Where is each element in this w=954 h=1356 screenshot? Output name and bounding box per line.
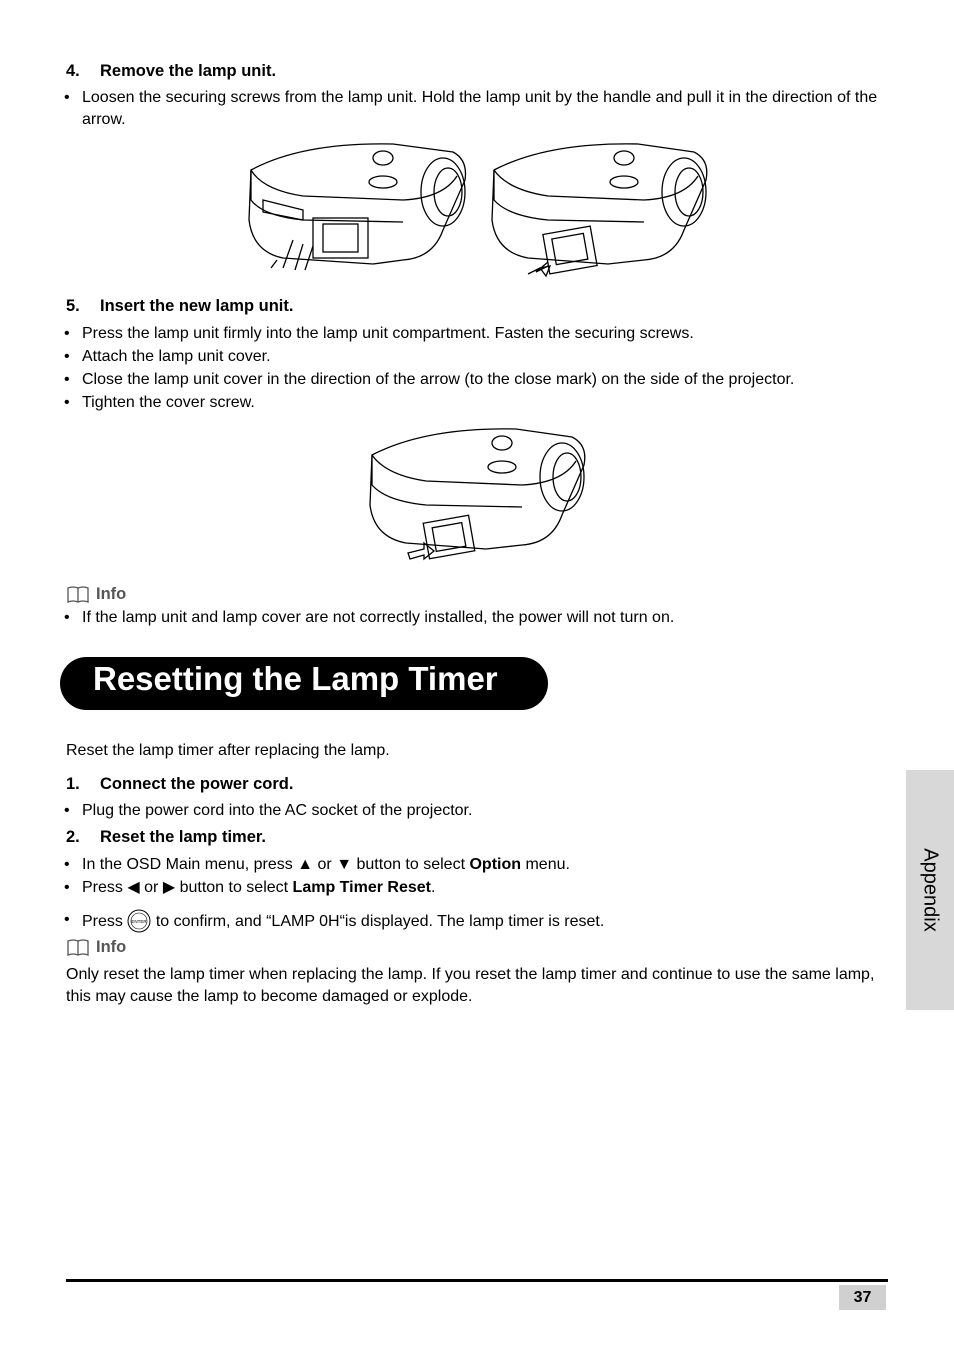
step-4-heading: 4. Remove the lamp unit. — [66, 62, 277, 80]
info-heading: Info — [66, 585, 126, 604]
step-4-bullet: • Loosen the securing screws from the lamp unit. Hold the lamp unit by the handle and pull it in the direction of the arrow. — [64, 89, 878, 128]
reset-step-2-bullet: • In the OSD Main menu, press ▲ or ▼ button to select Option menu. — [64, 854, 894, 876]
intro-text: Reset the lamp timer after replacing the lamp. — [66, 742, 390, 759]
info-text: Only reset the lamp timer when replacing the lamp. If you reset the lamp timer and continue to use the same lamp, this may cause the lamp to become damaged or explode. — [66, 966, 875, 1005]
projector-lamp-insert-illustration — [366, 425, 590, 565]
page-number: 37 — [839, 1285, 886, 1310]
book-icon — [66, 938, 90, 957]
step-5-bullet: • Press the lamp unit firmly into the lamp unit compartment. Fasten the securing screws. — [64, 323, 894, 345]
reset-step-2-bullet: • Press ◀ or ▶ button to select Lamp Timer Reset. — [64, 877, 894, 899]
bullet-dot: • — [64, 325, 70, 342]
bullet-dot: • — [64, 609, 70, 626]
step-5-heading: 5. Insert the new lamp unit. — [66, 297, 294, 315]
bullet-dot: • — [64, 89, 70, 106]
reset-step-2-heading: 2. Reset the lamp timer. — [66, 828, 266, 846]
up-arrow-icon: ▲ — [297, 856, 314, 873]
bullet-dot: • — [64, 371, 70, 388]
left-arrow-icon: ◀ — [127, 879, 140, 896]
bullet-dot: • — [64, 802, 70, 819]
step-5-bullet: • Attach the lamp unit cover. — [64, 346, 894, 368]
enter-button-icon — [127, 909, 151, 933]
reset-step-1-bullet: • Plug the power cord into the AC socket of the projector. — [64, 800, 894, 822]
info-bullet: • If the lamp unit and lamp cover are not correctly installed, the power will not turn on. — [64, 607, 894, 629]
bullet-dot: • — [64, 394, 70, 411]
bullet-dot: • — [64, 911, 70, 928]
bullet-dot: • — [64, 348, 70, 365]
step-5-bullet: • Close the lamp unit cover in the direction of the arrow (to the close mark) on the side of the projector. — [64, 369, 894, 391]
right-arrow-icon: ▶ — [162, 879, 176, 896]
reset-step-1-heading: 1. Connect the power cord. — [66, 775, 294, 793]
bullet-dot: • — [64, 856, 70, 873]
down-arrow-icon: ▼ — [336, 856, 353, 873]
book-icon — [66, 585, 90, 604]
svg-text:ENTER: ENTER — [131, 919, 147, 924]
bullet-dot: • — [64, 879, 70, 896]
projector-lamp-removal-illustration — [488, 140, 714, 278]
reset-step-2-bullet: • Press ENTER to confirm, and “LAMP 0H“is displayed. The lamp timer is reset. — [64, 909, 894, 933]
step-5-bullet: • Tighten the cover screw. — [64, 392, 894, 414]
appendix-side-tab: Appendix — [906, 770, 954, 1010]
projector-screws-illustration — [243, 140, 473, 272]
info-heading: Info — [66, 938, 126, 957]
section-title: Resetting the Lamp Timer — [60, 657, 548, 710]
footer-rule — [66, 1279, 888, 1282]
